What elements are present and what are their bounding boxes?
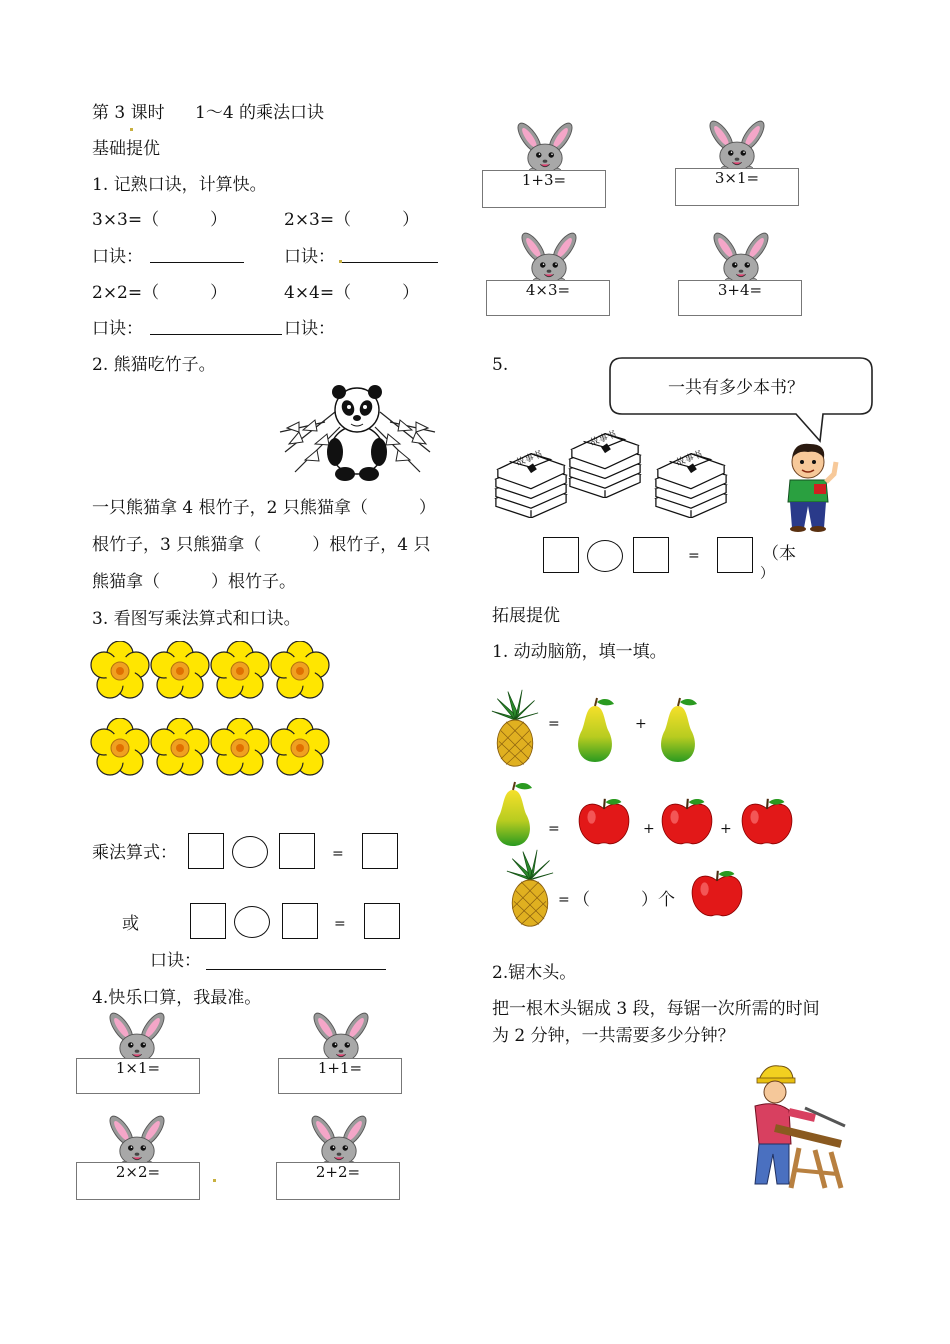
calc-expression: 3×1= [714, 169, 760, 187]
q3-answer-box[interactable] [282, 903, 318, 939]
q3-answer-box[interactable] [279, 833, 315, 869]
stray-mark [213, 1179, 216, 1182]
pineapple-icon [487, 688, 543, 768]
calc-expression: 4×3= [525, 281, 571, 299]
page-title: 1～4 的乘法口诀 [195, 103, 325, 123]
q3-answer-box[interactable] [362, 833, 398, 869]
apple-icon [738, 796, 796, 848]
q5-answer-box[interactable] [543, 537, 579, 573]
q1-chant-blank-3[interactable] [150, 318, 282, 335]
calc-expression: 3+4= [717, 281, 763, 299]
q1-chant-blank-2[interactable] [342, 246, 438, 263]
apple-icon [658, 796, 716, 848]
oral-calc-card[interactable] [278, 1058, 402, 1094]
oral-calc-card[interactable] [678, 280, 802, 316]
q3-chant-label: 口诀： [150, 951, 201, 971]
q1-chant-label-2: 口诀： [284, 247, 335, 267]
q3-operator-oval[interactable] [232, 836, 268, 868]
oral-calc-card[interactable] [675, 168, 799, 206]
equals-sign: = [548, 821, 560, 837]
q3-or-label: 或 [122, 914, 139, 934]
q1-item-1: 3×3=（ ） [92, 210, 228, 230]
rabbit-icon [510, 232, 588, 287]
equals-sign: = [548, 716, 560, 732]
flower-icon [270, 641, 330, 701]
book-label: 故事书 [675, 449, 704, 469]
calc-expression: 1+1= [317, 1059, 363, 1077]
q5-answer-box[interactable] [717, 537, 753, 573]
q2-line-2: 根竹子，3 只熊猫拿（ ）根竹子，4 只 [92, 535, 431, 555]
q3-title: 3. 看图写乘法算式和口诀。 [92, 609, 301, 629]
flower-icon [150, 641, 210, 701]
pear-icon [653, 696, 703, 766]
plus-sign: + [643, 821, 655, 837]
woodcutter-image [745, 1058, 853, 1190]
equals-sign: = [688, 548, 700, 564]
plus-sign: + [635, 716, 647, 732]
flower-icon [90, 718, 150, 778]
q5-answer-box[interactable] [633, 537, 669, 573]
speech-bubble [608, 356, 874, 442]
calc-expression: 2+2= [315, 1163, 361, 1181]
q3-answer-box[interactable] [364, 903, 400, 939]
book-label: 故事书 [589, 429, 618, 449]
ext2-line-2: 为 2 分钟，一共需要多少分钟？ [492, 1026, 735, 1046]
q5-unit-close: ） [760, 566, 774, 582]
q2-line-1: 一只熊猫拿 4 根竹子，2 只熊猫拿（ ） [92, 498, 436, 518]
q1-item-2: 2×3=（ ） [284, 210, 420, 230]
apple-icon [688, 868, 746, 920]
calc-expression: 1+3= [521, 171, 567, 189]
q3-formula-label: 乘法算式： [92, 843, 177, 863]
flower-icon [150, 718, 210, 778]
q3-operator-oval[interactable] [234, 906, 270, 938]
q1-chant-label-1: 口诀： [92, 247, 143, 267]
rabbit-icon [702, 232, 780, 287]
flower-icon [90, 641, 150, 701]
q3-chant-blank[interactable] [206, 953, 386, 970]
section-basic: 基础提优 [92, 139, 160, 159]
boy-image [778, 440, 840, 532]
stray-mark [130, 128, 133, 131]
q2-line-3: 熊猫拿（ ）根竹子。 [92, 572, 296, 592]
ext1-blank[interactable]: （ ）个 [573, 890, 675, 910]
flower-icon [210, 641, 270, 701]
plus-sign: + [720, 821, 732, 837]
panda-bamboo-image [275, 382, 440, 482]
q3-answer-box[interactable] [190, 903, 226, 939]
equals-sign: = [334, 916, 346, 932]
calc-expression: 1×1= [115, 1059, 161, 1077]
oral-calc-card[interactable] [76, 1162, 200, 1200]
lesson-label: 第 3 课时 [92, 103, 165, 123]
oral-calc-card[interactable] [486, 280, 610, 316]
rabbit-icon [698, 120, 776, 175]
q5-operator-oval[interactable] [587, 540, 623, 572]
oral-calc-card[interactable] [482, 170, 606, 208]
q5-unit: （本 [762, 544, 796, 564]
equals-sign: = [332, 846, 344, 862]
q1-chant-blank-1[interactable] [150, 246, 244, 263]
ext1-title: 1. 动动脑筋，填一填。 [492, 642, 667, 662]
q2-title: 2. 熊猫吃竹子。 [92, 355, 216, 375]
q1-title: 1. 记熟口诀，计算快。 [92, 175, 267, 195]
oral-calc-card[interactable] [76, 1058, 200, 1094]
stray-mark [339, 260, 342, 263]
section-extend: 拓展提优 [492, 606, 560, 626]
rabbit-icon [506, 122, 584, 177]
equals-sign: = [558, 892, 570, 908]
apple-icon [575, 796, 633, 848]
q1-chant-label-4: 口诀： [284, 319, 335, 339]
q3-answer-box[interactable] [188, 833, 224, 869]
flower-icon [210, 718, 270, 778]
pineapple-icon [502, 848, 558, 928]
ext2-title: 2.锯木头。 [492, 963, 577, 983]
ext2-line-1: 把一根木头锯成 3 段，每锯一次所需的时间 [492, 999, 820, 1019]
q1-item-3: 2×2=（ ） [92, 283, 228, 303]
q5-number: 5. [492, 355, 509, 375]
speech-bubble-text: 一共有多少本书？ [668, 378, 804, 398]
flower-icon [270, 718, 330, 778]
oral-calc-card[interactable] [276, 1162, 400, 1200]
q4-title: 4.快乐口算，我最准。 [92, 988, 262, 1008]
calc-expression: 2×2= [115, 1163, 161, 1181]
q1-item-4: 4×4=（ ） [284, 283, 420, 303]
pear-icon [488, 780, 538, 850]
q1-chant-label-3: 口诀： [92, 319, 143, 339]
pear-icon [570, 696, 620, 766]
book-label: 故事书 [515, 449, 544, 469]
